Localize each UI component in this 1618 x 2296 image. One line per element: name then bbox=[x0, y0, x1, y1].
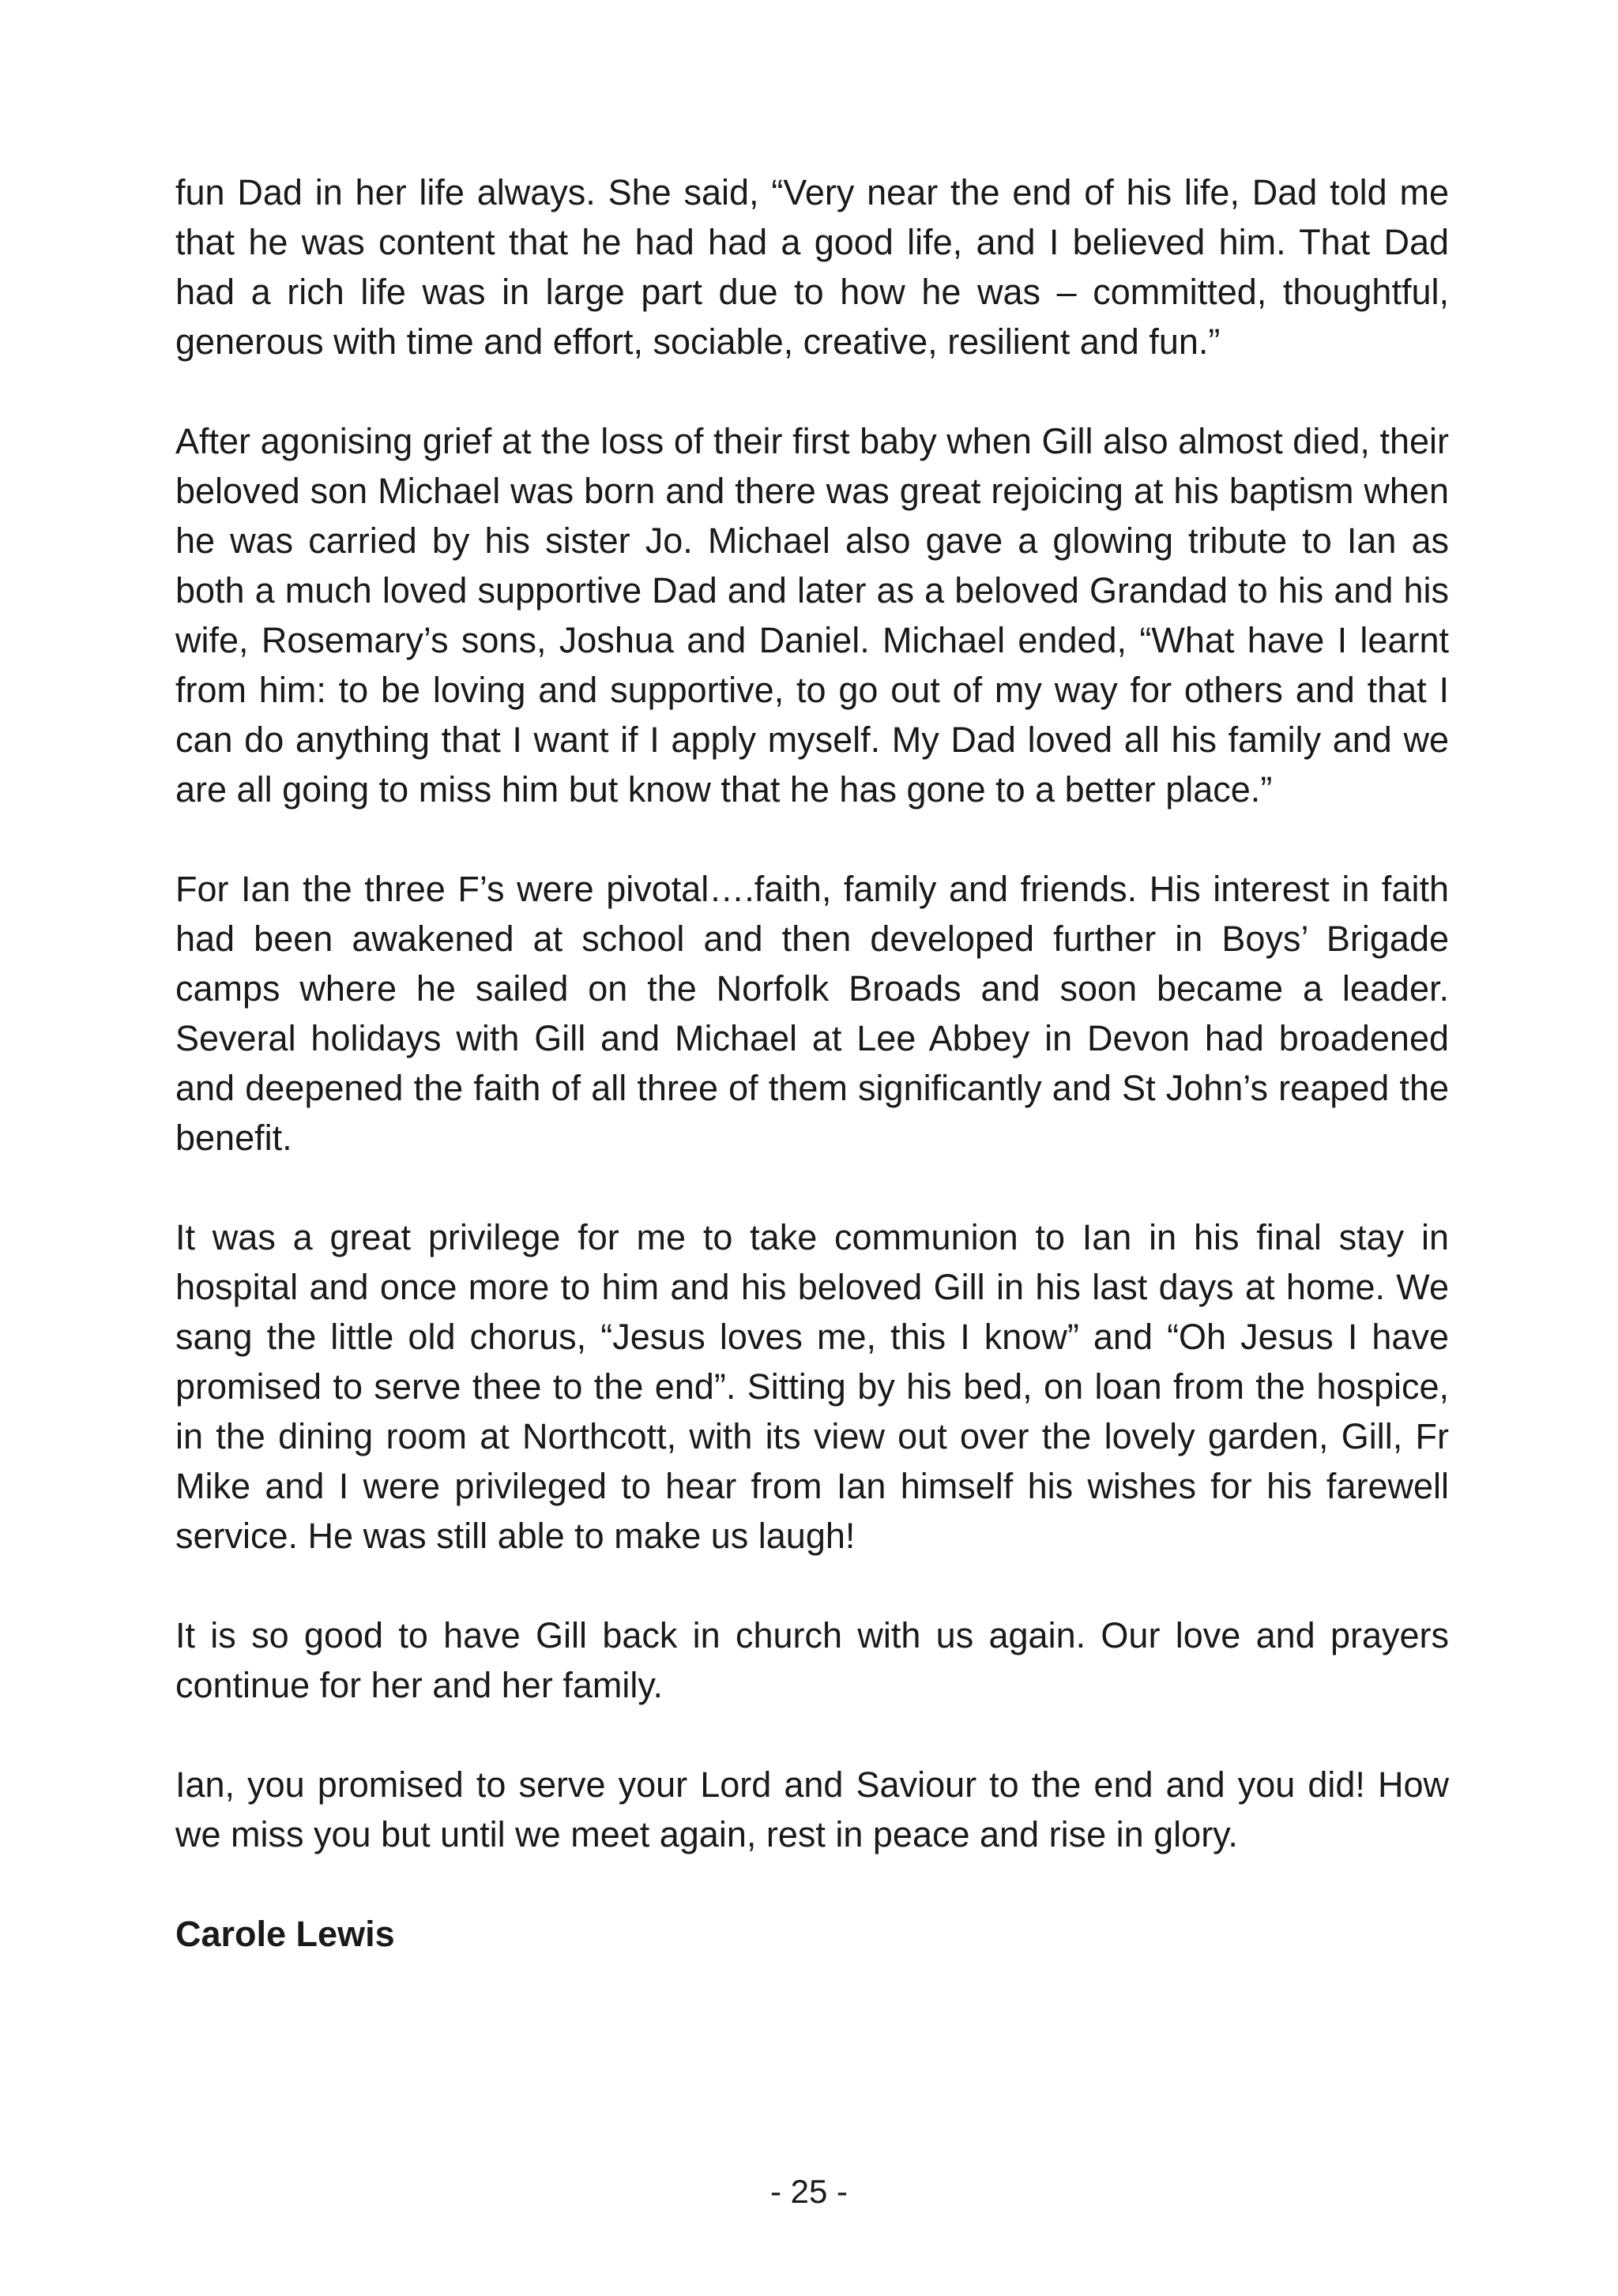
document-body bbox=[175, 167, 1449, 1959]
paragraph-4: It was a great privilege for me to take communion to Ian in his final stay in hospital and once more to him and his beloved Gill in his last days at home. We sang the little old chorus, “Jesus loves me, this I know” and “Oh Jesus I have promised to serve thee to the end”. Sitting by his bed, on loan from the hospice, in the dining room at Northcott, with its view out over the lovely garden, Gill, Fr Mike and I were privileged to hear from Ian himself his wishes for his farewell service. He was still able to make us laugh! bbox=[175, 1217, 1449, 1556]
paragraph-3: For Ian the three F’s were pivotal….faith, family and friends. His interest in faith had been awakened at school and then developed further in Boys’ Brigade camps where he sailed on the Norfolk Broads and soon became a leader. Several holidays with Gill and Michael at Lee Abbey in Devon had broadened and deepened the faith of all three of them significantly and St John’s reaped the benefit. bbox=[175, 869, 1449, 1158]
author-signature: Carole Lewis bbox=[175, 1914, 395, 1954]
page-number: - 25 - bbox=[769, 2173, 849, 2210]
paragraph-5: It is so good to have Gill back in church with us again. Our love and prayers continue for her and her family. bbox=[175, 1615, 1449, 1705]
paragraph-1: fun Dad in her life always. She said, “Very near the end of his life, Dad told me that he was content that he had had a good life, and I believed him. That Dad had a rich life was in large part due to how he was – committed, thoughtful, generous with time and effort, sociable, creative, resilient and fun.” bbox=[175, 172, 1449, 362]
paragraph-2: After agonising grief at the loss of their first baby when Gill also almost died, their beloved son Michael was born and there was great rejoicing at his baptism when he was carried by his sister Jo. Michael also gave a glowing tribute to Ian as both a much loved supportive Dad and later as a beloved Grandad to his and his wife, Rosemary’s sons, Joshua and Daniel. Michael ended, “What have I learnt from him: to be loving and supportive, to go out of my way for others and that I can do anything that I want if I apply myself. My Dad loved all his family and we are all going to miss him but know that he has gone to a better place.” bbox=[175, 421, 1449, 810]
paragraph-6: Ian, you promised to serve your Lord and Saviour to the end and you did! How we miss you but until we meet again, rest in peace and rise in glory. bbox=[175, 1764, 1449, 1854]
